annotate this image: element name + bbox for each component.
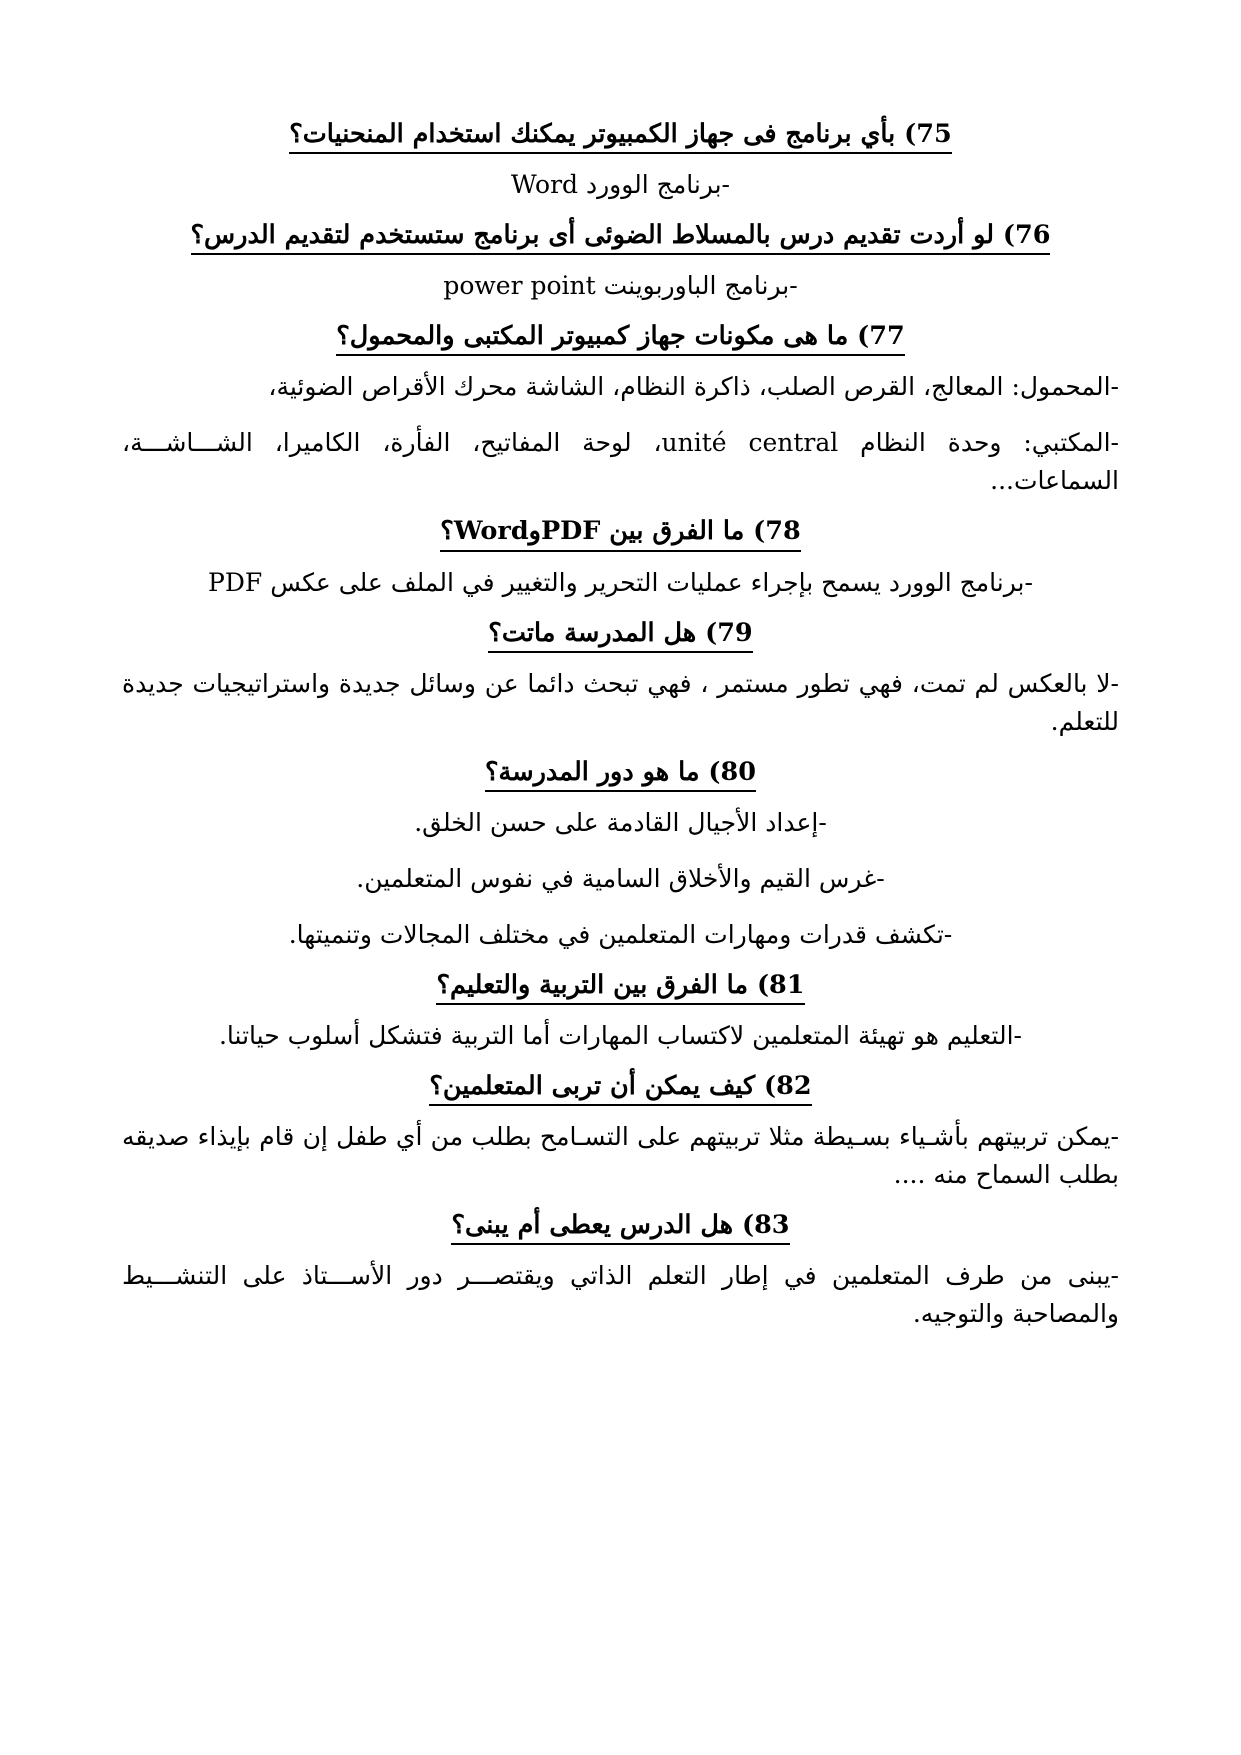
question-77-text: 77) ما هى مكونات جهاز كمبيوتر المكتبى والمحمول؟ bbox=[336, 320, 905, 356]
answer-82: -يمكن تربيتهم بأشـياء بسـيطة مثلا تربيتهم على التسـامح بطلب من أي طفل إن قام بإيذاء صديقه بطلب السماح منه .... bbox=[122, 1122, 1119, 1190]
question-78 bbox=[122, 509, 1119, 554]
question-81 bbox=[122, 963, 1119, 1008]
answer-80-item-3: -تكشف قدرات ومهارات المتعلمين في مختلف المجالات وتنميتها. bbox=[288, 919, 953, 949]
question-80 bbox=[122, 750, 1119, 795]
answer-80-item-1: -إعداد الأجيال القادمة على حسن الخلق. bbox=[414, 807, 827, 837]
question-82-text: 82) كيف يمكن أن تربى المتعلمين؟ bbox=[429, 1070, 811, 1106]
question-83 bbox=[122, 1203, 1119, 1248]
document-body bbox=[122, 112, 1119, 1342]
question-79-text: 79) هل المدرسة ماتت؟ bbox=[488, 617, 752, 653]
question-82 bbox=[122, 1064, 1119, 1109]
question-78-text: 78) ما الفرق بين PDFوWord؟ bbox=[440, 515, 800, 551]
answer-81: -التعليم هو تهيئة المتعلمين لاكتساب المهارات أما التربية فتشكل أسلوب حياتنا. bbox=[218, 1020, 1022, 1050]
question-80-text: 80) ما هو دور المدرسة؟ bbox=[485, 756, 756, 792]
question-79 bbox=[122, 611, 1119, 656]
question-76-text: 76) لو أردت تقديم درس بالمسلاط الضوئى أى برنامج ستستخدم لتقديم الدرس؟ bbox=[191, 219, 1051, 255]
answer-78: -برنامج الوورد يسمح بإجراء عمليات التحرير والتغيير في الملف على عكس PDF bbox=[208, 567, 1033, 597]
question-76 bbox=[122, 213, 1119, 258]
question-77 bbox=[122, 314, 1119, 359]
answer-76: -برنامج الباوربوينت power point bbox=[443, 271, 798, 301]
answer-77-desktop: -المكتبي: وحدة النظام unité central، لوحة المفاتيح، الفأرة، الكاميرا، الشـــاشـــة، السماعات... bbox=[122, 428, 1120, 496]
answer-80-item-2: -غرس القيم والأخلاق السامية في نفوس المتعلمين. bbox=[356, 863, 885, 893]
question-75 bbox=[122, 112, 1119, 157]
question-75-text: 75) بأي برنامج فى جهاز الكمبيوتر يمكنك استخدام المنحنيات؟ bbox=[289, 118, 951, 154]
question-83-text: 83) هل الدرس يعطى أم يبنى؟ bbox=[451, 1209, 789, 1245]
answer-75: -برنامج الوورد Word bbox=[511, 170, 730, 200]
answer-77-laptop: -المحمول: المعالج، القرص الصلب، ذاكرة النظام، الشاشة محرك الأقراص الضوئية، bbox=[268, 372, 1119, 402]
question-81-text: 81) ما الفرق بين التربية والتعليم؟ bbox=[436, 969, 804, 1005]
answer-83: -يبنى من طرف المتعلمين في إطار التعلم الذاتي ويقتصـــر دور الأســـتاذ على التنشـــيط والمصاحبة والتوجيه. bbox=[122, 1261, 1119, 1329]
answer-79: -لا بالعكس لم تمت، فهي تطور مستمر ، فهي تبحث دائما عن وسائل جديدة واستراتيجيات جديدة للتعلم. bbox=[122, 668, 1119, 736]
